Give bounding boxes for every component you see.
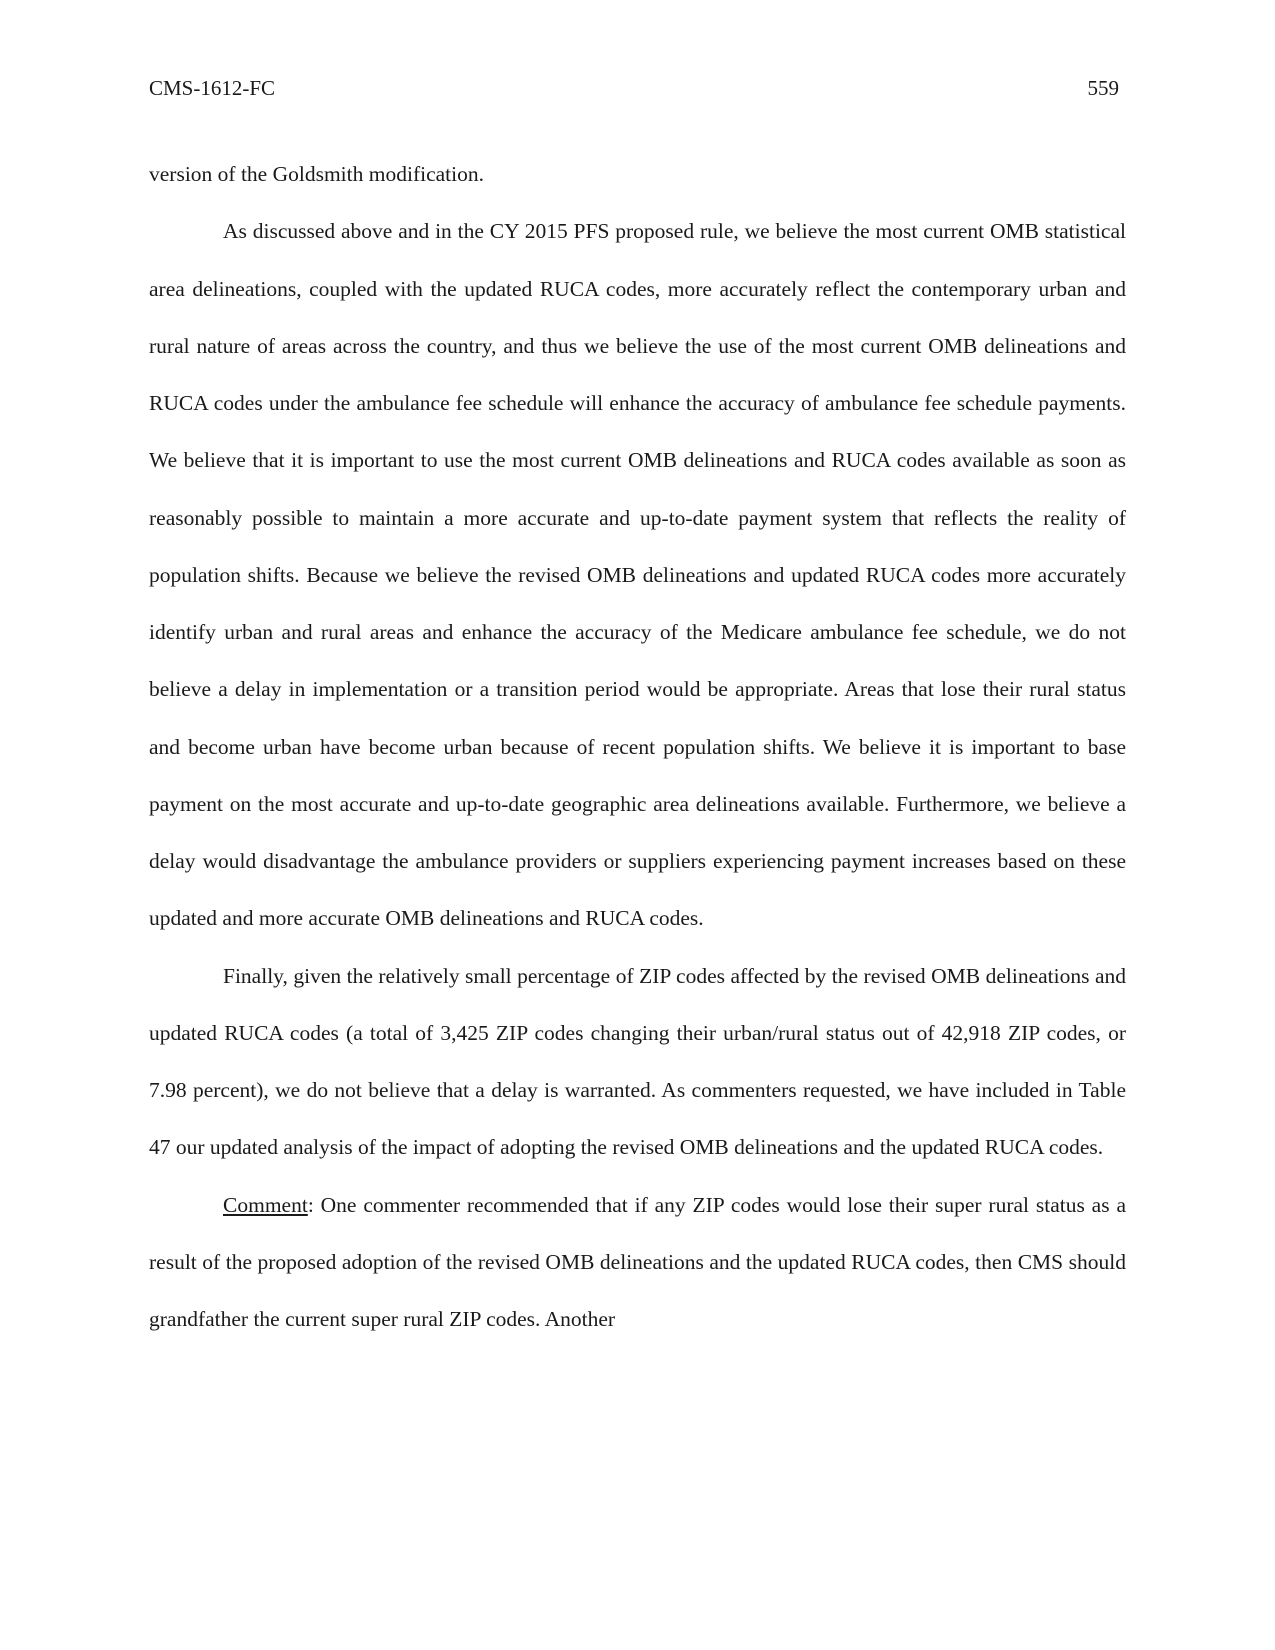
paragraph-finally: Finally, given the relatively small percentage of ZIP codes affected by the revised OMB delineations and updated RUCA codes (a total of 3,425 ZIP codes changing their urban/rural status out of 42,918 ZIP codes, or 7.98 percent), we do not believe that a delay is warranted. As commenters requested, we have included in Table 47 our updated analysis of the impact of adopting the revised OMB delineations and the updated RUCA codes.	[149, 963, 1126, 1160]
comment-text: : One commenter recommended that if any ZIP codes would lose their super rural status as a result of the proposed adoption of the revised OMB delineations and the updated RUCA codes, then CMS should grandfather the current super rural ZIP codes. Another	[149, 1192, 1126, 1331]
paragraph-discussion: As discussed above and in the CY 2015 PFS proposed rule, we believe the most current OMB statistical area delineations, coupled with the updated RUCA codes, more accurately reflect the contemporary urban and rural nature of areas across the country, and thus we believe the use of the most current OMB delineations and RUCA codes under the ambulance fee schedule will enhance the accuracy of ambulance fee schedule payments. We believe that it is important to use the most current OMB delineations and RUCA codes available as soon as reasonably possible to maintain a more accurate and up-to-date payment system that reflects the reality of population shifts. Because we believe the revised OMB delineations and updated RUCA codes more accurately identify urban and rural areas and enhance the accuracy of the Medicare ambulance fee schedule, we do not believe a delay in implementation or a transition period would be appropriate. Areas that lose their rural status and become urban have become urban because of recent population shifts. We believe it is important to base payment on the most accurate and up-to-date geographic area delineations available. Furthermore, we believe a delay would disadvantage the ambulance providers or suppliers experiencing payment increases based on these updated and more accurate OMB delineations and RUCA codes.	[149, 219, 1126, 931]
document-body	[149, 146, 1126, 1348]
comment-label: Comment	[223, 1192, 308, 1217]
paragraph-comment	[149, 1177, 1126, 1349]
document-id: CMS-1612-FC	[149, 76, 276, 100]
page-number: 559	[1087, 76, 1119, 100]
paragraph-continuation: version of the Goldsmith modification.	[149, 162, 484, 186]
